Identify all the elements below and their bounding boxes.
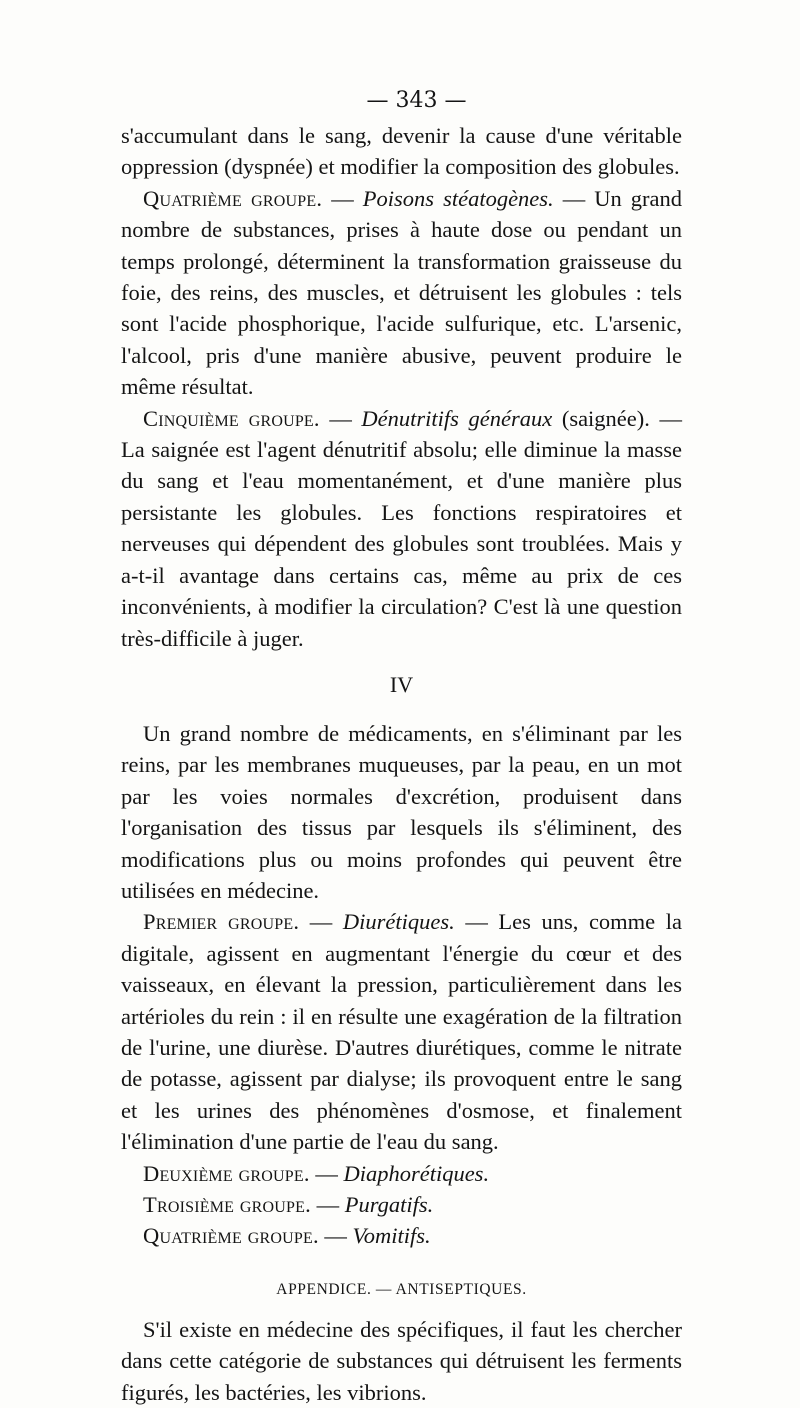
group-label: Troisième groupe.: [143, 1192, 311, 1217]
paragraph-text: S'il existe en médecine des spécifiques, il faut les chercher dans cette catégorie de substances qui détruisent les ferments figurés, les bactéries, les vibrions.: [121, 1316, 682, 1405]
paragraph-antiseptiques: [121, 1314, 682, 1408]
paragraph-text: s'accumulant dans le sang, devenir la cause d'une véritable oppression (dyspnée) et modifier la composition des globules.: [121, 123, 682, 180]
paragraph-continuation: [121, 120, 682, 183]
group-title: Purgatifs.: [344, 1192, 434, 1217]
paragraph-quatrieme-groupe-vomitifs: [121, 1220, 682, 1251]
dash: —: [318, 1223, 353, 1249]
paragraph-deuxieme-groupe: [121, 1158, 682, 1189]
group-label: Cinquième groupe.: [143, 405, 320, 431]
paragraph-text: — Un grand nombre de substances, prises à haute dose ou pendant un temps prolongé, déterminent la transformation graisseuse du foie, des reins, des muscles, et détruisent les globules : tels sont l'acide phosphorique, l'acide sulfurique, etc. L'arsenic, l'alcool, pris d'une manière abusive, peuvent produire le même résultat.: [121, 185, 683, 400]
dash: —: [322, 185, 363, 211]
dash: —: [299, 909, 343, 935]
group-label: Deuxième groupe.: [143, 1160, 310, 1186]
paragraph-premier-groupe: [121, 906, 682, 1157]
dash: —: [319, 405, 362, 431]
dash: —: [310, 1192, 345, 1217]
group-title: Vomitifs.: [352, 1223, 431, 1249]
paragraph-cinquieme-groupe: [121, 403, 682, 654]
paragraph-troisieme-groupe: [121, 1189, 682, 1220]
page-number: — 343 —: [366, 88, 467, 113]
paragraph-text: — Les uns, comme la digitale, agissent en augmentant l'énergie du cœur et des vaisseaux, en élevant la pression, particulièrement dans les artérioles du rein : il en résulte une exagération de la filtration de l'urine, une diurèse. D'autres diurétiques, comme le nitrate de potasse, agissent par dialyse; ils provoquent entre le sang et les urines des phénomènes d'osmose, et finalement l'élimination d'une partie de l'eau du sang.: [121, 909, 682, 1155]
group-label: Premier groupe.: [143, 909, 300, 935]
section-heading: IV: [389, 671, 414, 697]
group-title: Poisons stéatogènes.: [362, 185, 554, 211]
group-title: Diurétiques.: [342, 909, 455, 935]
paragraph-quatrieme-groupe-poisons: [121, 183, 682, 403]
dash: —: [309, 1160, 344, 1186]
paragraph-text: (saignée). — La saignée est l'agent dénutritif absolu; elle diminue la masse du sang et l'eau momentanément, et d'une manière plus persistante les globules. Les fonctions respiratoires et nerveuses qui dépendent des globules sont troublées. Mais y a-t-il avantage dans certains cas, même au prix de ces inconvénients, à modifier la circulation? C'est là une question très-difficile à juger.: [121, 405, 682, 651]
group-label: Quatrième groupe.: [143, 1223, 319, 1249]
appendix-heading: APPENDICE. — ANTISEPTIQUES.: [276, 1280, 527, 1298]
paragraph-intro-iv: [121, 718, 682, 906]
group-title: Diaphorétiques.: [343, 1160, 490, 1186]
group-label: Quatrième groupe.: [143, 185, 323, 211]
paragraph-text: Un grand nombre de médicaments, en s'éliminant par les reins, par les membranes muqueuses, par la peau, en un mot par les voies normales d'excrétion, produisent dans l'organisation des tissus par lesquels ils s'éliminent, des modifications plus ou moins profondes qui peuvent être utilisées en médecine.: [121, 720, 682, 903]
group-title: Dénutritifs généraux: [361, 405, 553, 431]
